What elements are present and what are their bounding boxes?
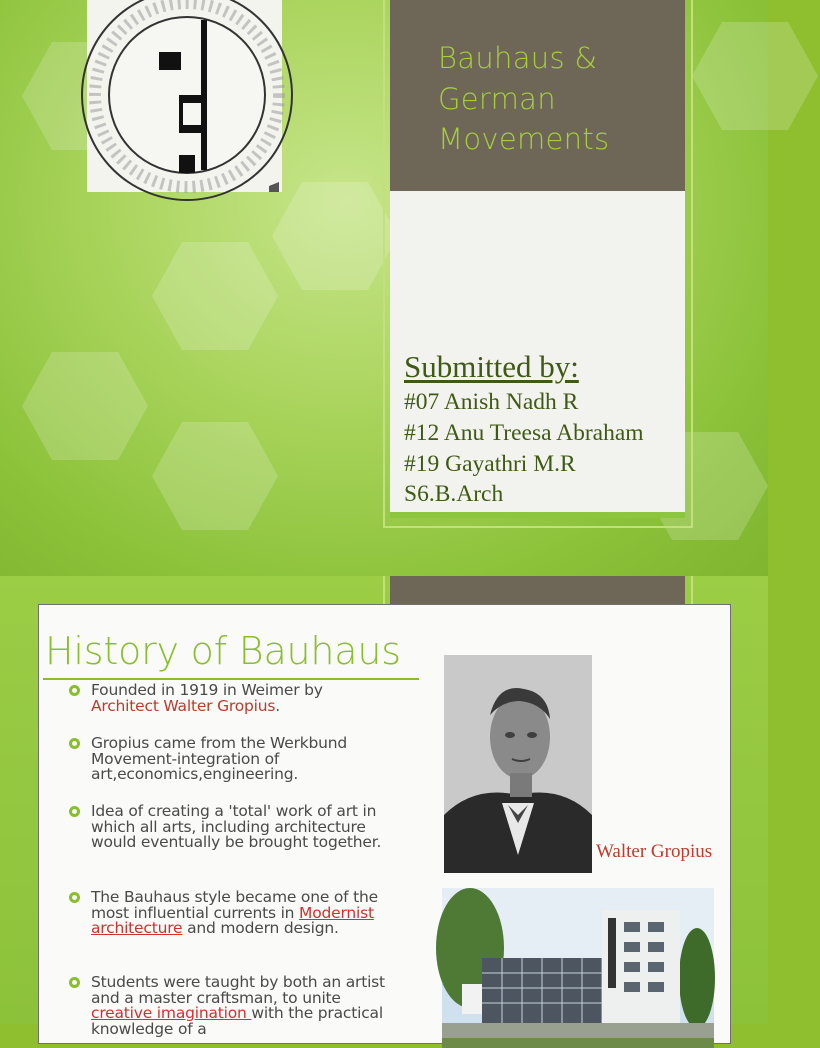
bullet-icon [69,977,80,988]
submitter-name: #12 Anu Treesa Abraham [404,420,644,446]
history-title: History of Bauhaus [45,629,401,673]
bullet-text: The Bauhaus style became one of the most influential currents in [91,888,378,922]
submitter-class: S6.B.Arch [404,481,504,507]
submitter-name: #19 Gayathri M.R [404,451,576,477]
submitter-name: #07 Anish Nadh R [404,389,579,415]
hexagon-decoration [150,420,280,532]
bullet-icon [69,738,80,749]
bullet-icon [69,806,80,817]
creative-imagination-link[interactable]: creative imagination [91,1004,252,1022]
accent-bar [390,512,685,518]
bullet-text: Students were taught by both an artist and a master craftsman, to unite [91,973,385,1007]
bauhaus-seal-face-icon [87,0,282,192]
modernist-architecture-link[interactable]: Modernist architecture [91,903,374,937]
history-slide [0,576,768,1038]
highlighted-text: Architect Walter Gropius [91,696,276,715]
hexagon-decoration [20,350,150,462]
submitted-heading: Submitted by: [404,349,579,384]
hexagon-decoration [150,240,280,352]
bullet-text: Founded in 1919 in Weimer by [91,681,323,699]
bullet-text: and modern design. [182,919,339,937]
slide-title [438,38,678,160]
portrait-photo [444,655,592,873]
frame-line [383,526,693,528]
hexagon-decoration [690,20,820,132]
frame-line [383,0,385,528]
bullet-item: Idea of creating a 'total' work of art in which all arts, including architecture would eventually be brought together. [91,802,382,851]
title-underline [43,678,419,680]
title-box [390,0,685,191]
bullet-text: . [275,696,280,715]
bullet-icon [69,685,80,696]
bullet-text: with the practical knowledge of a [91,1004,383,1038]
bullet-icon [69,892,80,903]
content-card [38,604,731,1044]
submitted-panel [390,191,685,512]
hexagon-decoration [270,180,400,292]
bullet-item: Gropius came from the Werkbund Movement-integration of art,economics,engineering. [91,734,348,783]
bauhaus-building-photo [442,888,714,1048]
portrait-caption: Walter Gropius [596,841,713,862]
title-line: Bauhaus & [438,41,598,75]
frame-line [691,0,693,528]
bullet-item [91,975,396,1037]
bullet-item [91,890,396,937]
title-line: Movements [438,122,610,156]
title-line: German [438,81,556,116]
bullet-item [91,683,401,714]
